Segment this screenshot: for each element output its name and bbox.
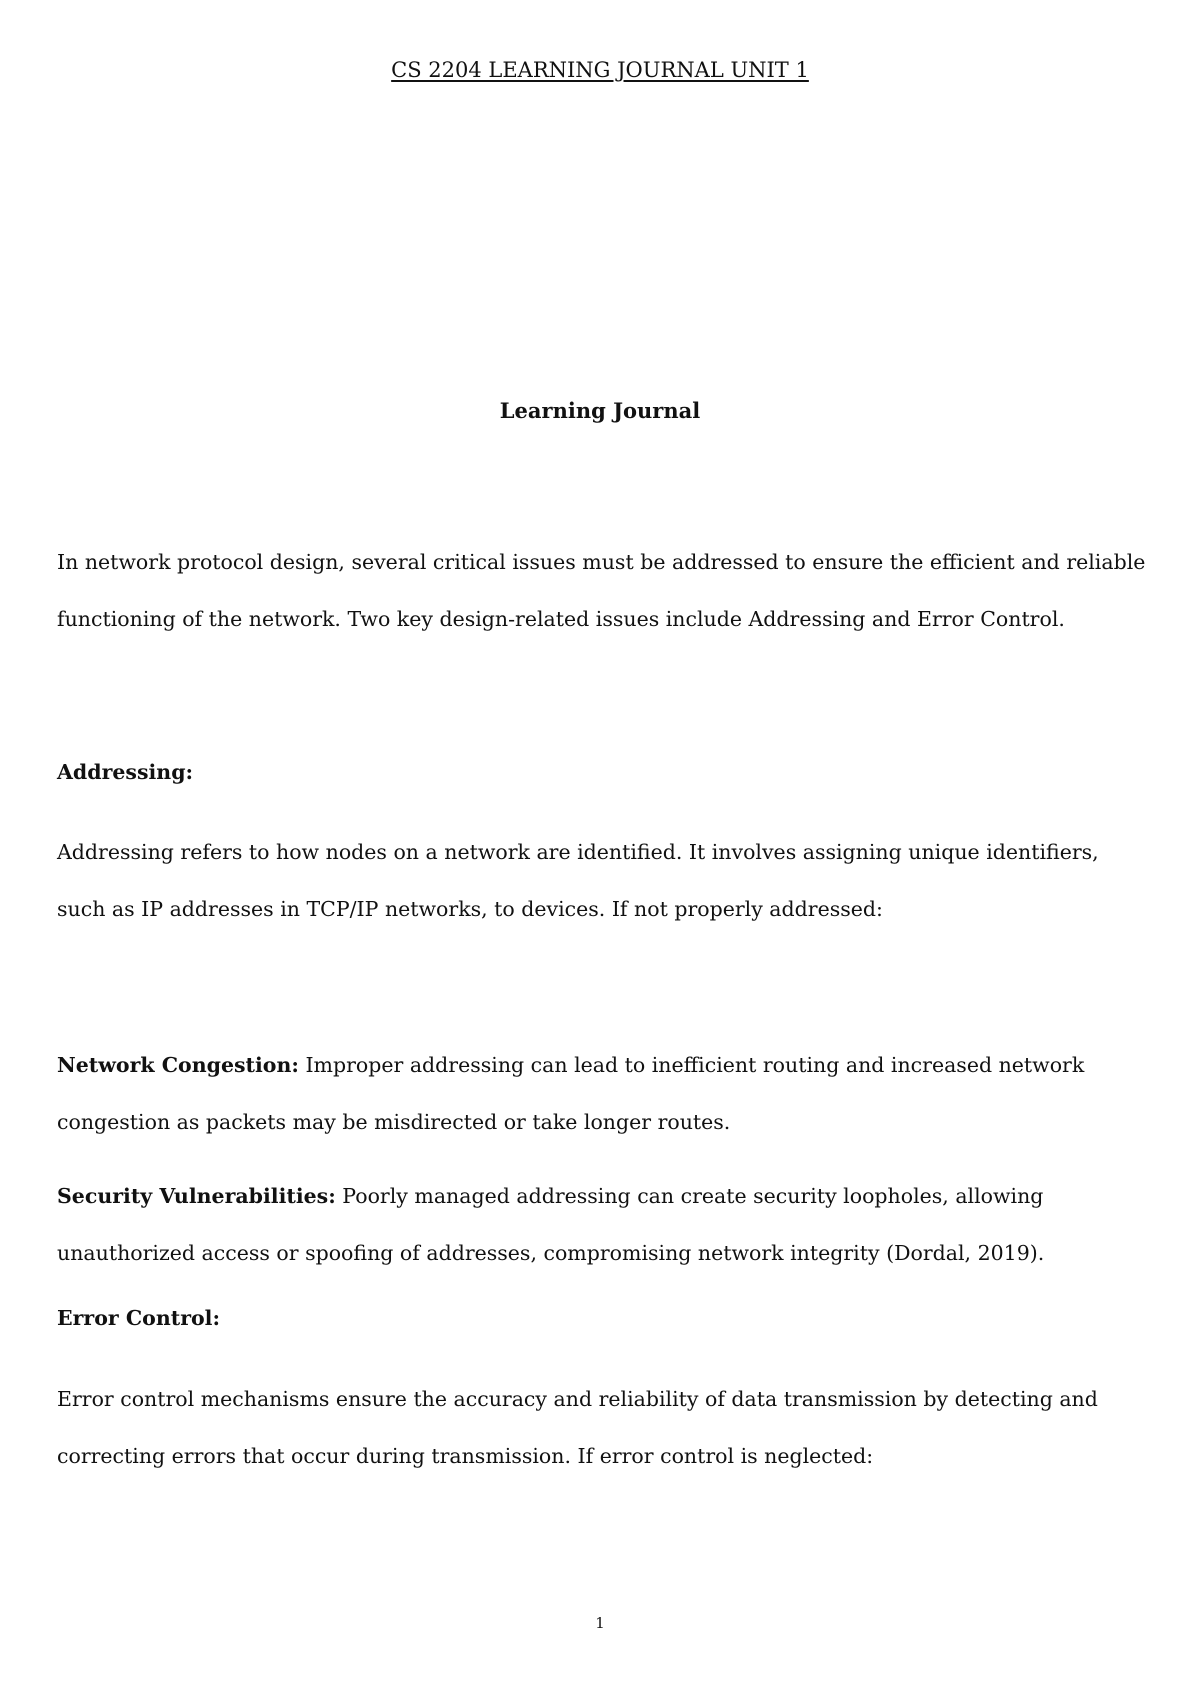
- page-title: Learning Journal: [499, 398, 701, 423]
- document-header: CS 2204 LEARNING JOURNAL UNIT 1: [391, 58, 809, 82]
- network-congestion-label: Network Congestion:: [57, 1053, 299, 1077]
- security-vulnerabilities-label: Security Vulnerabilities:: [57, 1184, 336, 1208]
- network-congestion-text: Improper addressing can lead to inefficient routing and increased network congestion as packets may be misdirected or take longer routes.: [57, 1053, 1085, 1134]
- error-control-paragraph: Error control mechanisms ensure the accuracy and reliability of data transmission by detecting and correcting errors that occur during transmission. If error control is neglected:: [57, 1387, 1098, 1468]
- error-control-heading: Error Control:: [57, 1306, 221, 1330]
- page-number: 1: [595, 1614, 605, 1632]
- security-vulnerabilities-paragraph: [57, 1168, 1147, 1282]
- addressing-paragraph: Addressing refers to how nodes on a network are identified. It involves assigning unique identifiers, such as IP addresses in TCP/IP networks, to devices. If not properly addressed:: [57, 840, 1099, 921]
- security-vulnerabilities-text: Poorly managed addressing can create security loopholes, allowing unauthorized access or spoofing of addresses, compromising network integrity (Dordal, 2019).: [57, 1184, 1045, 1265]
- network-congestion-paragraph: [57, 1037, 1147, 1151]
- intro-paragraph: In network protocol design, several critical issues must be addressed to ensure the efficient and reliable functioning of the network. Two key design-related issues include Addressing and Error Control.: [57, 550, 1146, 631]
- addressing-heading: Addressing:: [57, 760, 194, 784]
